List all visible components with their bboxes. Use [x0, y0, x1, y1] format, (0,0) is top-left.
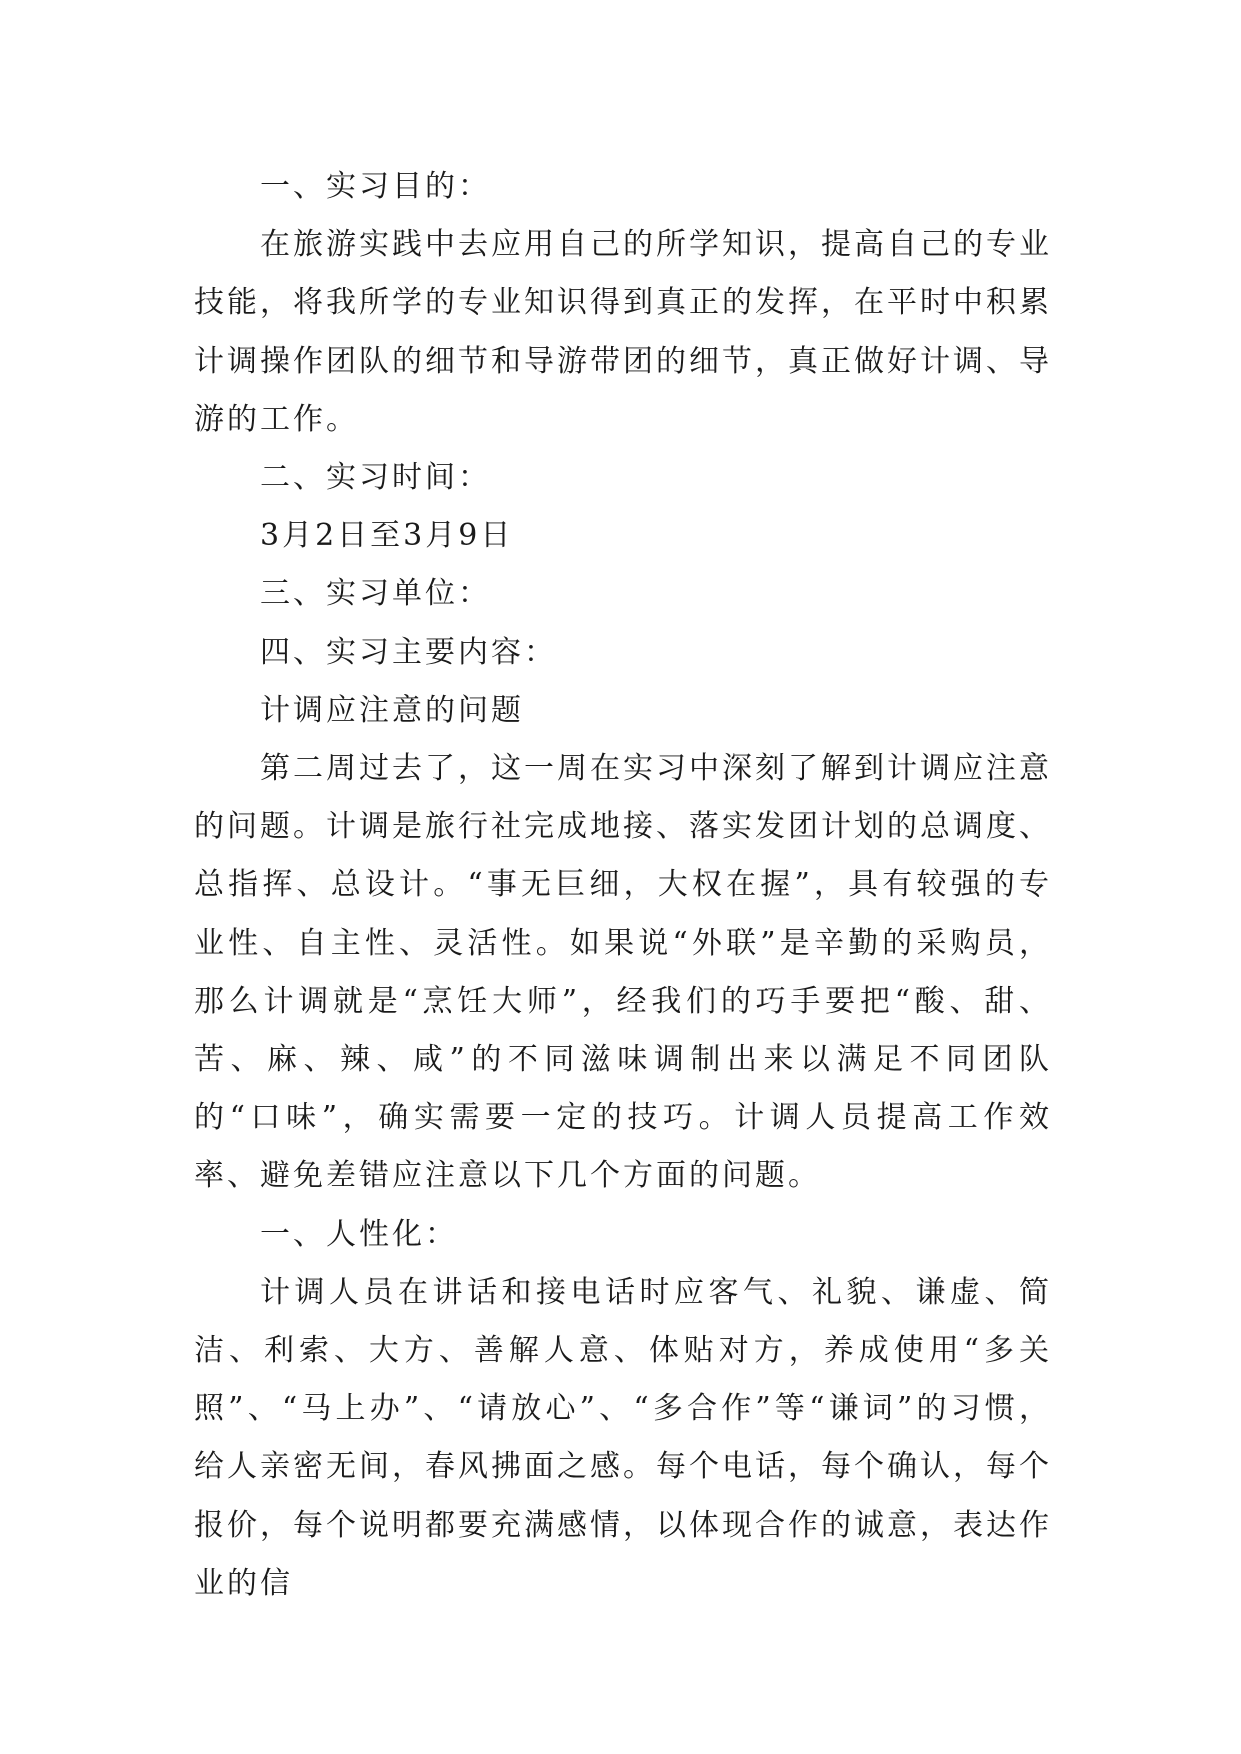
- heading-internship-unit: 三、实习单位：: [260, 576, 491, 612]
- paragraph-purpose-text: 在旅游实践中去应用自己的所学知识，提高自己的专业技能，将我所学的专业知识得到真正的发挥，在平时中积累计调操作团队的细节和导游带团的细节，真正做好计调、导游的工作。: [194, 227, 1052, 437]
- heading-internship-purpose: 一、实习目的：: [260, 169, 491, 204]
- heading-humanization: 一、人性化：: [260, 1216, 458, 1252]
- paragraph-week-two: 第二周过去了，这一周在实习中深刻了解到计调应注意的问题。计调是旅行社完成地接、落实发团计划的总调度、总指挥、总设计。“事无巨细，大权在握”，具有较强的专业性、自主性、灵活性。如果说“外联”是辛勤的采购员，那么计调就是“烹饪大师”，经我们的巧手要把“酸、甜、苦、麻、辣、咸”的不同滋味调制出来以满足不同团队的“口味”，确实需要一定的技巧。计调人员提高工作效率、避免差错应注意以下几个方面的问题。: [194, 751, 1052, 1194]
- subheading-scheduling-issues: 计调应注意的问题: [260, 692, 524, 728]
- paragraph-time-text: 3月2日至3月9日: [260, 518, 514, 554]
- paragraph-humanization-text: 计调人员在讲话和接电话时应客气、礼貌、谦虚、简洁、利索、大方、善解人意、体贴对方，养成使用“多关照”、“马上办”、“请放心”、“多合作”等“谦词”的习惯，给人亲密无间，春风拂面之感。每个电话，每个确认，每个报价，每个说明都要充满感情，以体现合作的诚意，表达作业的信: [194, 1274, 1052, 1601]
- heading-internship-time: 二、实习时间：: [260, 460, 491, 496]
- heading-internship-content: 四、实习主要内容：: [260, 634, 557, 670]
- document-body: [194, 158, 1052, 1613]
